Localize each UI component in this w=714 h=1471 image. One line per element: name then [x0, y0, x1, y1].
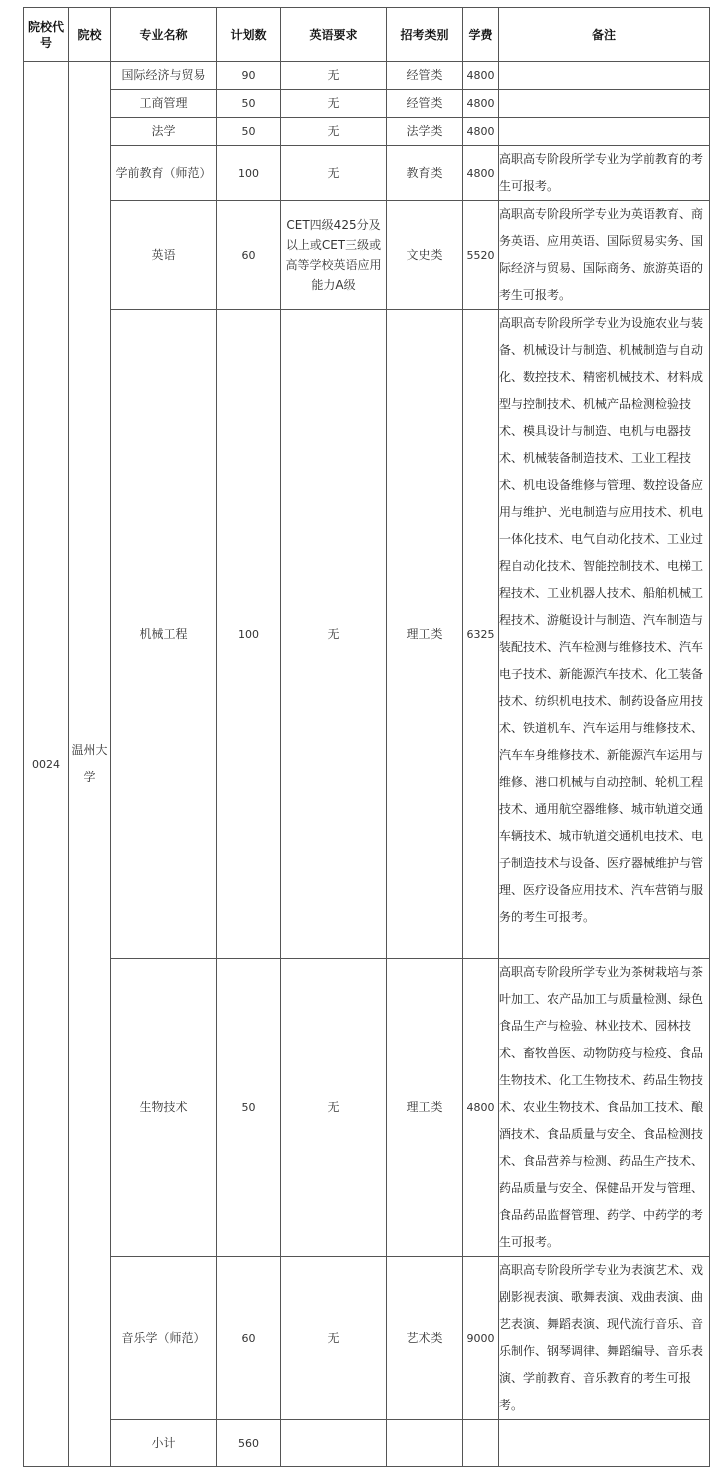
remark-cell — [499, 118, 710, 146]
plan-cell: 60 — [217, 1257, 281, 1420]
major-cell: 英语 — [111, 201, 217, 310]
tuition-cell: 4800 — [463, 62, 499, 90]
subtotal-label: 小计 — [111, 1420, 217, 1467]
category-cell: 理工类 — [387, 310, 463, 959]
major-cell: 音乐学（师范） — [111, 1257, 217, 1420]
table-row — [24, 90, 710, 118]
header-major: 专业名称 — [111, 8, 217, 62]
tuition-cell: 6325 — [463, 310, 499, 959]
english-cell: 无 — [281, 1257, 387, 1420]
table-row — [24, 146, 710, 201]
header-school-code: 院校代号 — [24, 8, 69, 62]
empty-cell — [281, 1420, 387, 1467]
plan-cell: 90 — [217, 62, 281, 90]
category-cell: 教育类 — [387, 146, 463, 201]
header-english: 英语要求 — [281, 8, 387, 62]
tuition-cell: 9000 — [463, 1257, 499, 1420]
school-code-cell: 0024 — [24, 62, 69, 1467]
table-row — [24, 310, 710, 959]
table-row — [24, 201, 710, 310]
english-cell: 无 — [281, 90, 387, 118]
remark-cell — [499, 62, 710, 90]
remark-cell: 高职高专阶段所学专业为表演艺术、戏剧影视表演、歌舞表演、戏曲表演、曲艺表演、舞蹈表演、现代流行音乐、音乐制作、钢琴调律、舞蹈编导、音乐表演、学前教育、音乐教育的考生可报考。 — [499, 1257, 710, 1420]
major-cell: 工商管理 — [111, 90, 217, 118]
plan-cell: 50 — [217, 90, 281, 118]
tuition-cell: 4800 — [463, 118, 499, 146]
plan-cell: 60 — [217, 201, 281, 310]
empty-cell — [387, 1420, 463, 1467]
tuition-cell: 5520 — [463, 201, 499, 310]
remark-cell: 高职高专阶段所学专业为英语教育、商务英语、应用英语、国际贸易实务、国际经济与贸易、国际商务、旅游英语的考生可报考。 — [499, 201, 710, 310]
english-cell: 无 — [281, 118, 387, 146]
header-category: 招考类别 — [387, 8, 463, 62]
category-cell: 经管类 — [387, 90, 463, 118]
major-cell: 学前教育（师范） — [111, 146, 217, 201]
remark-cell: 高职高专阶段所学专业为学前教育的考生可报考。 — [499, 146, 710, 201]
plan-cell: 50 — [217, 959, 281, 1257]
table-row — [24, 118, 710, 146]
plan-cell: 100 — [217, 146, 281, 201]
plan-cell: 100 — [217, 310, 281, 959]
remark-cell: 高职高专阶段所学专业为茶树栽培与茶叶加工、农产品加工与质量检测、绿色食品生产与检验、林业技术、园林技术、畜牧兽医、动物防疫与检疫、食品生物技术、化工生物技术、药品生物技术、农业生物技术、食品加工技术、酿酒技术、食品质量与安全、食品检测技术、食品营养与检测、药品生产技术、药品质量与安全、保健品开发与管理、食品药品监督管理、药学、中药学的考生可报考。 — [499, 959, 710, 1257]
english-cell: 无 — [281, 146, 387, 201]
english-cell: 无 — [281, 310, 387, 959]
category-cell: 经管类 — [387, 62, 463, 90]
major-cell: 法学 — [111, 118, 217, 146]
major-cell: 国际经济与贸易 — [111, 62, 217, 90]
english-cell: 无 — [281, 62, 387, 90]
subtotal-plan: 560 — [217, 1420, 281, 1467]
tuition-cell: 4800 — [463, 146, 499, 201]
header-row — [24, 8, 710, 62]
empty-cell — [499, 1420, 710, 1467]
header-school: 院校 — [69, 8, 111, 62]
table-row — [24, 1257, 710, 1420]
major-cell: 机械工程 — [111, 310, 217, 959]
remark-cell: 高职高专阶段所学专业为设施农业与装备、机械设计与制造、机械制造与自动化、数控技术、精密机械技术、材料成型与控制技术、机械产品检测检验技术、模具设计与制造、电机与电器技术、机械装备制造技术、工业工程技术、机电设备维修与管理、数控设备应用与维护、光电制造与应用技术、机电一体化技术、电气自动化技术、工业过程自动化技术、智能控制技术、电梯工程技术、工业机器人技术、船舶机械工程技术、游艇设计与制造、汽车制造与装配技术、汽车检测与维修技术、汽车电子技术、新能源汽车技术、化工装备技术、纺织机电技术、制药设备应用技术、铁道机车、汽车运用与维修技术、汽车车身维修技术、新能源汽车运用与维修、港口机械与自动控制、轮机工程技术、通用航空器维修、城市轨道交通车辆技术、城市轨道交通机电技术、电子制造技术与设备、医疗器械维护与管理、医疗设备应用技术、汽车营销与服务的考生可报考。 — [499, 310, 710, 959]
subtotal-row — [24, 1420, 710, 1467]
category-cell: 法学类 — [387, 118, 463, 146]
header-plan: 计划数 — [217, 8, 281, 62]
english-cell: CET四级425分及以上或CET三级或高等学校英语应用能力A级 — [281, 201, 387, 310]
major-cell: 生物技术 — [111, 959, 217, 1257]
english-cell: 无 — [281, 959, 387, 1257]
empty-cell — [463, 1420, 499, 1467]
remark-cell — [499, 90, 710, 118]
category-cell: 理工类 — [387, 959, 463, 1257]
table-row — [24, 959, 710, 1257]
school-name-cell: 温州大学 — [69, 62, 111, 1467]
admission-table — [23, 7, 710, 1467]
category-cell: 艺术类 — [387, 1257, 463, 1420]
category-cell: 文史类 — [387, 201, 463, 310]
tuition-cell: 4800 — [463, 90, 499, 118]
header-remark: 备注 — [499, 8, 710, 62]
table-row — [24, 62, 710, 90]
tuition-cell: 4800 — [463, 959, 499, 1257]
header-tuition: 学费 — [463, 8, 499, 62]
plan-cell: 50 — [217, 118, 281, 146]
